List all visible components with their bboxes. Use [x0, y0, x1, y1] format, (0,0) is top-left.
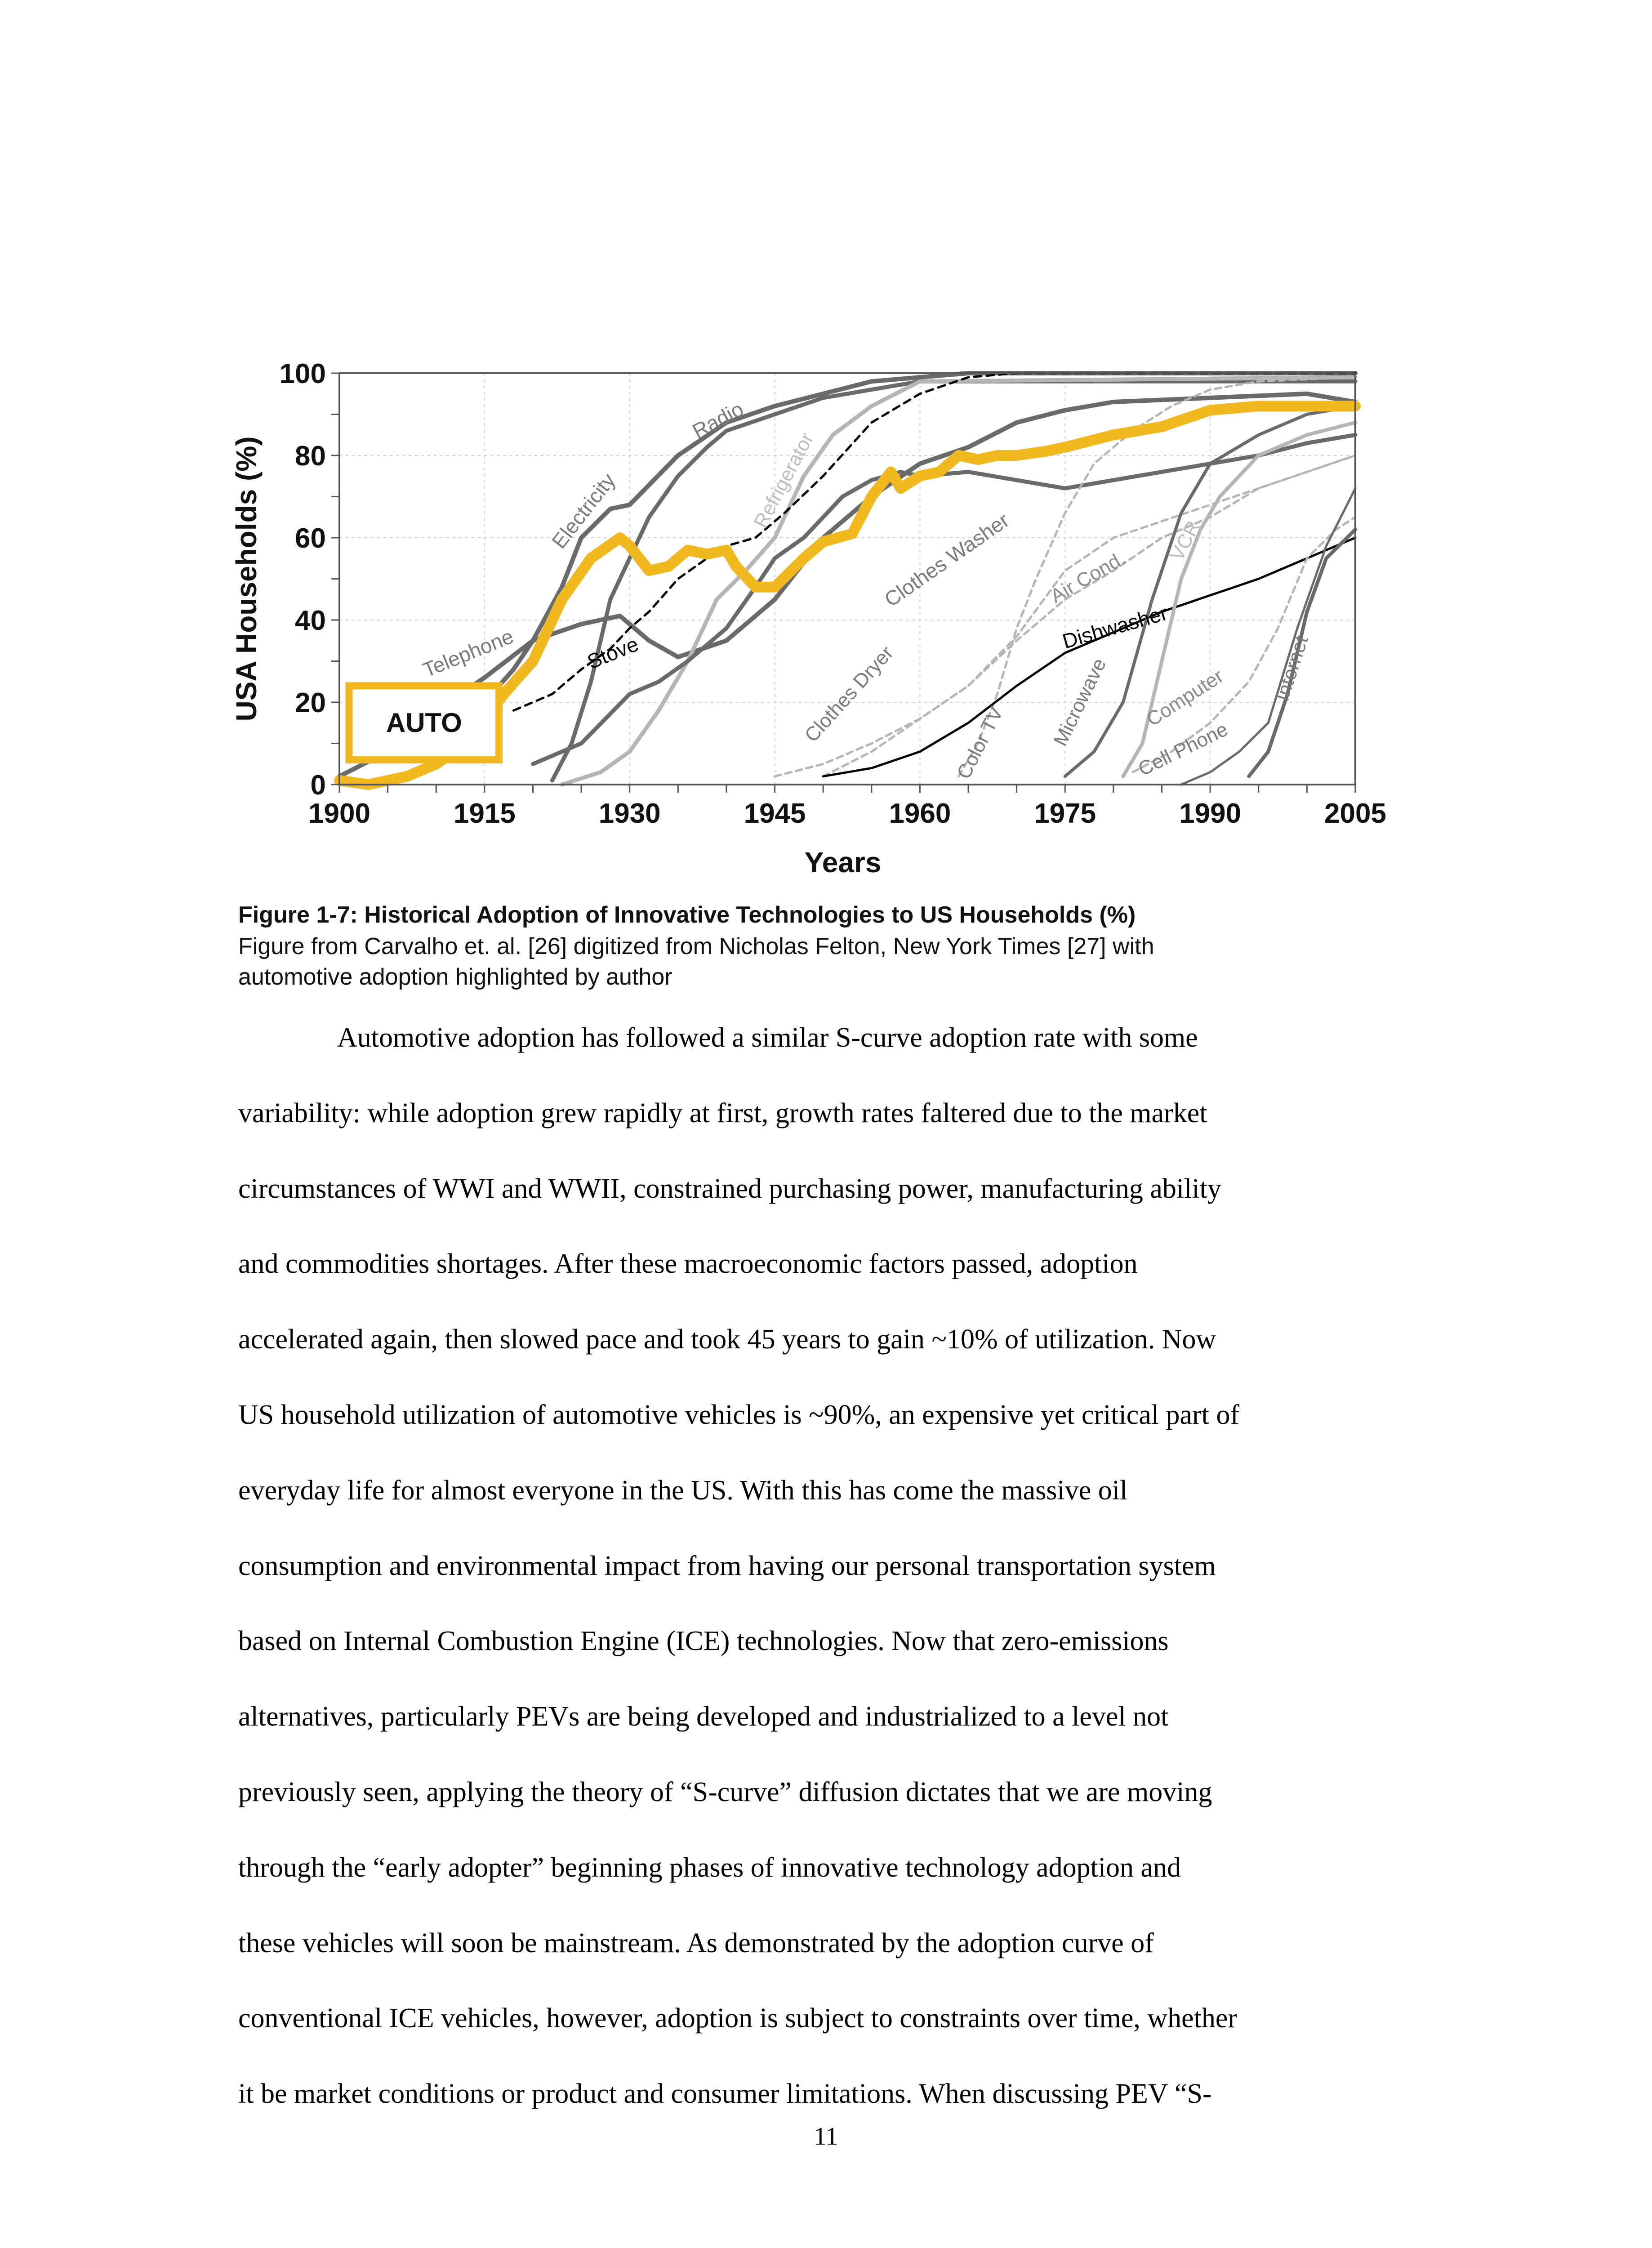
paragraph-line: and commodities shortages. After these macroeconomic factors passed, adoption — [238, 1249, 1138, 1280]
y-tick-label: 40 — [295, 605, 326, 636]
series-label-air-cond: Air Cond. — [1046, 547, 1129, 608]
figure-caption-line: automotive adoption highlighted by author — [238, 964, 672, 990]
y-tick-label: 80 — [295, 441, 326, 472]
series-label-computer: Computer — [1142, 665, 1228, 731]
paragraph-line: variability: while adoption grew rapidly at first, growth rates faltered due to the market — [238, 1097, 1207, 1128]
body-paragraph — [238, 1015, 1416, 2147]
series-label-stove: Stove — [583, 632, 642, 674]
x-tick-label: 1960 — [889, 798, 951, 829]
x-tick-label: 1990 — [1179, 798, 1242, 829]
x-tick-label: 1915 — [453, 798, 516, 829]
paragraph-line: US household utilization of automotive vehicles is ~90%, an expensive yet critical part of — [238, 1399, 1240, 1430]
paragraph-line: alternatives, particularly PEVs are being developed and industrialized to a level not — [238, 1701, 1169, 1732]
paragraph-line: Automotive adoption has followed a similar S-curve adoption rate with some — [337, 1022, 1198, 1053]
y-axis-title: USA Households (%) — [230, 436, 263, 722]
auto-highlight-label: AUTO — [386, 707, 462, 738]
paragraph-line: consumption and environmental impact from having our personal transportation system — [238, 1550, 1216, 1581]
series-label-vcr: VCR — [1166, 517, 1205, 565]
adoption-chart — [225, 358, 1438, 895]
series-label-radio: Radio — [688, 397, 748, 443]
series-label-internet: Internet — [1271, 633, 1313, 704]
figure-caption-line: Figure from Carvalho et. al. [26] digitized from Nicholas Felton, New York Times [27] with — [238, 933, 1154, 959]
paragraph-line: through the “early adopter” beginning phases of innovative technology adoption and — [238, 1852, 1181, 1883]
series-label-color-tv: Color TV — [953, 703, 1008, 783]
paragraph-line: circumstances of WWI and WWII, constrained purchasing power, manufacturing ability — [238, 1173, 1221, 1204]
y-tick-label: 100 — [279, 358, 326, 389]
page-number: 11 — [814, 2123, 838, 2150]
x-tick-label: 1900 — [308, 798, 370, 829]
series-label-refrigerator: Refrigerator — [749, 429, 818, 532]
series-label-clothes-washer: Clothes Washer — [880, 508, 1014, 611]
series-label-dishwasher: Dishwasher — [1060, 601, 1171, 653]
series-label-clothes-dryer: Clothes Dryer — [800, 642, 898, 747]
y-tick-label: 20 — [295, 687, 326, 718]
x-axis-title: Years — [804, 846, 882, 879]
paragraph-line: based on Internal Combustion Engine (ICE) technologies. Now that zero-emissions — [238, 1626, 1169, 1657]
x-tick-label: 1975 — [1034, 798, 1096, 829]
figure-chart — [225, 358, 1438, 895]
series-label-electricity: Electricity — [547, 468, 620, 553]
figure-caption-title: Figure 1-7: Historical Adoption of Innovative Technologies to US Households (%) — [238, 902, 1136, 928]
x-tick-label: 1945 — [744, 798, 806, 829]
paragraph-line: accelerated again, then slowed pace and took 45 years to gain ~10% of utilization. Now — [238, 1324, 1216, 1355]
y-tick-label: 0 — [310, 770, 326, 801]
paragraph-line: previously seen, applying the theory of “S-curve” diffusion dictates that we are moving — [238, 1776, 1212, 1807]
paragraph-line: it be market conditions or product and consumer limitations. When discussing PEV “S- — [238, 2079, 1212, 2110]
series-label-telephone: Telephone — [419, 624, 517, 682]
paragraph-line: everyday life for almost everyone in the US. With this has come the massive oil — [238, 1475, 1128, 1506]
y-tick-label: 60 — [295, 523, 326, 554]
paragraph-line: conventional ICE vehicles, however, adoption is subject to constraints over time, whether — [238, 2003, 1238, 2034]
x-tick-label: 2005 — [1324, 798, 1386, 829]
paragraph-line: these vehicles will soon be mainstream. As demonstrated by the adoption curve of — [238, 1927, 1154, 1958]
series-label-microwave: Microwave — [1049, 655, 1111, 750]
series-label-cell-phone: Cell Phone — [1135, 718, 1232, 781]
x-tick-label: 1930 — [598, 798, 661, 829]
